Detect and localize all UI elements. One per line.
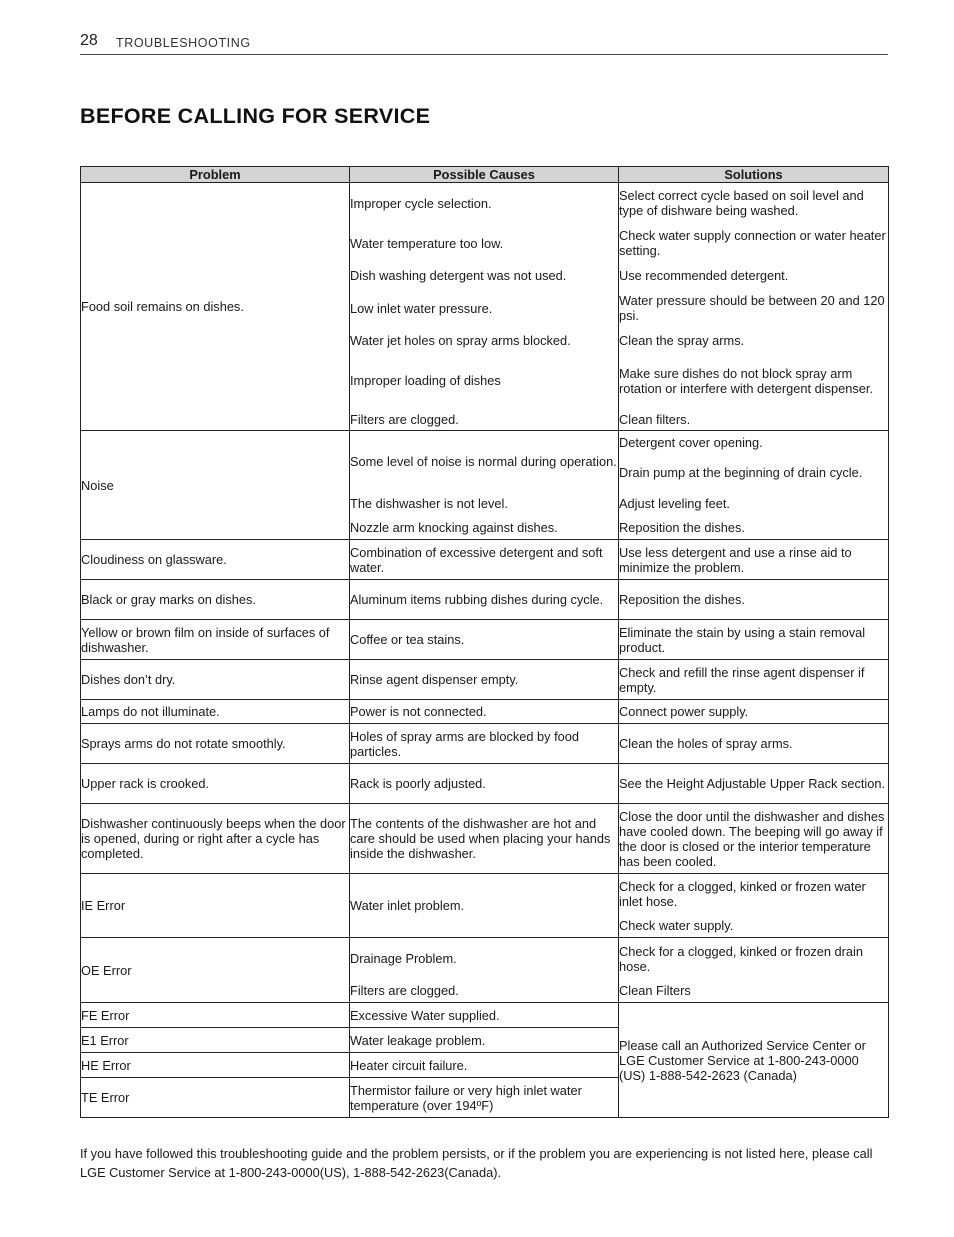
table-row — [81, 1003, 889, 1028]
solution-text: Use recommended detergent. — [619, 268, 789, 283]
troubleshooting-table — [80, 166, 889, 1118]
section-label: TROUBLESHOOTING — [116, 36, 251, 50]
problem-cell: HE Error — [81, 1053, 350, 1078]
solutions-cell — [619, 874, 889, 938]
table-row — [81, 700, 889, 724]
column-header-problem: Problem — [81, 167, 350, 183]
page-title: BEFORE CALLING FOR SERVICE — [80, 104, 431, 128]
solution-text: Check for a clogged, kinked or frozen drain hose. — [619, 943, 863, 974]
page-header — [80, 32, 888, 55]
solution-text: See the Height Adjustable Upper Rack section. — [619, 764, 889, 804]
solution-text: Water pressure should be between 20 and 120 psi. — [619, 293, 885, 323]
solution-text: Reposition the dishes. — [619, 520, 745, 535]
cause-text: Excessive Water supplied. — [350, 1003, 619, 1028]
table-row — [81, 620, 889, 660]
solution-text: Clean filters. — [619, 411, 691, 427]
cause-text: Improper cycle selection. — [350, 195, 492, 211]
solution-text: Check water supply connection or water heater setting. — [619, 228, 886, 258]
cause-text: Water jet holes on spray arms blocked. — [350, 333, 571, 348]
cause-text: Rack is poorly adjusted. — [350, 764, 619, 804]
solution-text: Connect power supply. — [619, 700, 889, 724]
solution-text: Clean Filters — [619, 983, 691, 998]
cause-text: Thermistor failure or very high inlet water temperature (over 194ºF) — [350, 1078, 619, 1118]
problem-cell — [81, 431, 350, 540]
solution-text: Detergent cover opening. — [619, 434, 763, 450]
table-row — [81, 874, 889, 938]
cause-text: The dishwasher is not level. — [350, 496, 508, 511]
causes-cell — [350, 938, 619, 1003]
problem-cell: Cloudiness on glassware. — [81, 540, 350, 580]
problem-cell: Upper rack is crooked. — [81, 764, 350, 804]
solution-text: Adjust leveling feet. — [619, 496, 730, 511]
cause-text: Power is not connected. — [350, 700, 619, 724]
solution-text: Check and refill the rinse agent dispenser if empty. — [619, 660, 889, 700]
causes-cell — [350, 183, 619, 431]
problem-text: Food soil remains on dishes. — [81, 299, 244, 314]
problem-cell: Lamps do not illuminate. — [81, 700, 350, 724]
shared-solution-cell: Please call an Authorized Service Center or LGE Customer Service at 1-800-243-0000 (US) 1-888-542-2623 (Canada) — [619, 1003, 889, 1118]
table-row — [81, 724, 889, 764]
table-row — [81, 804, 889, 874]
cause-text: Improper loading of dishes — [350, 373, 501, 388]
solution-text: Check water supply. — [619, 918, 734, 933]
problem-cell: Yellow or brown film on inside of surfaces of dishwasher. — [81, 620, 350, 660]
cause-text: Combination of excessive detergent and soft water. — [350, 540, 619, 580]
cause-text: Coffee or tea stains. — [350, 620, 619, 660]
column-header-solutions: Solutions — [619, 167, 889, 183]
table-row — [81, 660, 889, 700]
problem-cell: Dishwasher continuously beeps when the door is opened, during or right after a cycle has completed. — [81, 804, 350, 874]
problem-cell: Sprays arms do not rotate smoothly. — [81, 724, 350, 764]
solution-text: Select correct cycle based on soil level and type of dishware being washed. — [619, 188, 864, 218]
problem-text: Noise — [81, 477, 114, 493]
cause-text: Water temperature too low. — [350, 235, 504, 251]
page-number: 28 — [80, 32, 98, 49]
cause-text: Filters are clogged. — [350, 983, 459, 998]
table-header-row — [81, 167, 889, 183]
table-row — [81, 183, 889, 431]
cause-text: Some level of noise is normal during operation. — [350, 453, 617, 469]
problem-cell: Dishes don’t dry. — [81, 660, 350, 700]
table-row — [81, 540, 889, 580]
cause-text: Nozzle arm knocking against dishes. — [350, 520, 558, 535]
cause-text: Filters are clogged. — [350, 411, 459, 427]
table-row — [81, 580, 889, 620]
solution-text: Drain pump at the beginning of drain cycle. — [619, 464, 863, 480]
solution-text: Clean the spray arms. — [619, 333, 745, 348]
solution-text: Use less detergent and use a rinse aid to minimize the problem. — [619, 540, 889, 580]
problem-cell: TE Error — [81, 1078, 350, 1118]
problem-cell — [81, 183, 350, 431]
solution-text: Close the door until the dishwasher and dishes have cooled down. The beeping will go away if the door is closed or the interior temperature has been cooled. — [619, 804, 889, 874]
cause-text: Low inlet water pressure. — [350, 300, 493, 316]
solutions-cell — [619, 938, 889, 1003]
table-row — [81, 764, 889, 804]
table-row — [81, 431, 889, 540]
cause-text: Water leakage problem. — [350, 1028, 619, 1053]
problem-cell: E1 Error — [81, 1028, 350, 1053]
problem-cell: IE Error — [81, 874, 350, 938]
column-header-causes: Possible Causes — [350, 167, 619, 183]
solution-text: Clean the holes of spray arms. — [619, 724, 889, 764]
table-row — [81, 938, 889, 1003]
solution-text: Eliminate the stain by using a stain removal product. — [619, 620, 889, 660]
cause-text: Drainage Problem. — [350, 951, 457, 966]
cause-text: Aluminum items rubbing dishes during cycle. — [350, 580, 619, 620]
cause-text: Rinse agent dispenser empty. — [350, 660, 619, 700]
solution-text: Make sure dishes do not block spray arm rotation or interfere with detergent dispenser. — [619, 365, 873, 396]
footer-note: If you have followed this troubleshooting guide and the problem persists, or if the problem you are experiencing is not listed here, please call LGE Customer Service at 1-800-243-0000(US), 1-888-542-2623(Canada). — [80, 1145, 873, 1180]
problem-cell: FE Error — [81, 1003, 350, 1028]
solutions-cell — [619, 183, 889, 431]
problem-cell: OE Error — [81, 938, 350, 1003]
cause-text: Holes of spray arms are blocked by food particles. — [350, 724, 619, 764]
cause-text: The contents of the dishwasher are hot and care should be used when placing your hands inside the dishwasher. — [350, 804, 619, 874]
cause-text: Heater circuit failure. — [350, 1053, 619, 1078]
problem-cell: Black or gray marks on dishes. — [81, 580, 350, 620]
solution-text: Check for a clogged, kinked or frozen water inlet hose. — [619, 879, 866, 909]
solution-text: Reposition the dishes. — [619, 580, 889, 620]
causes-cell — [350, 431, 619, 540]
cause-text: Water inlet problem. — [350, 874, 619, 938]
cause-text: Dish washing detergent was not used. — [350, 268, 567, 283]
solutions-cell — [619, 431, 889, 540]
